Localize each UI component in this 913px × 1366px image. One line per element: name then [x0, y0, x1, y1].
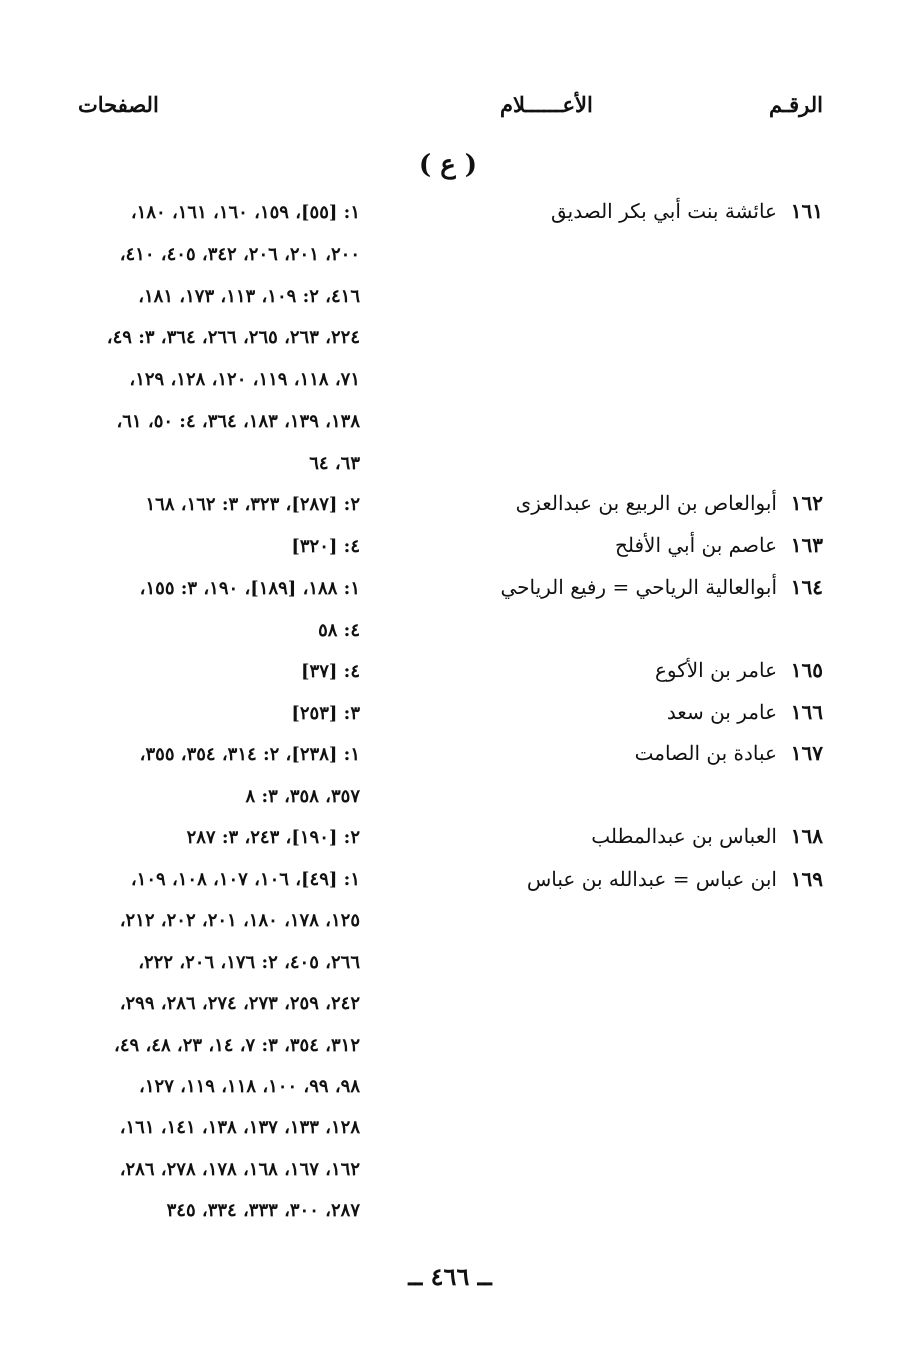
entry-number: ١٦٥ [790, 658, 823, 682]
page-refs-line: ٣: [٢٥٣] [291, 703, 360, 724]
index-entry [463, 530, 823, 560]
page-refs-line: ٦٣، ٦٤ [309, 453, 360, 474]
section-letter-heading: ( ع ) [418, 150, 478, 180]
index-entry [463, 572, 823, 602]
page-refs-line: ١: [٤٩]، ١٠٦، ١٠٧، ١٠٨، ١٠٩، [130, 869, 360, 890]
index-entry [463, 697, 823, 727]
page-refs-line: ١٣٨، ١٣٩، ١٨٣، ٣٦٤، ٤: ٥٠، ٦١، [116, 411, 360, 432]
page-refs-line: ٤: ٥٨ [318, 620, 360, 641]
page-refs-line: ٢٠٠، ٢٠١، ٢٠٦، ٣٤٢، ٤٠٥، ٤١٠، [119, 244, 360, 265]
entry-number: ١٦٤ [790, 575, 823, 599]
entry-name: أبوالعالية الرياحي = رفيع الرياحي [500, 575, 777, 599]
page-number: ــ ٤٦٦ ــ [408, 1262, 492, 1291]
entry-name: العباس بن عبدالمطلب [591, 824, 777, 848]
page-refs-line: ١٦٢، ١٦٧، ١٦٨، ١٧٨، ٢٧٨، ٢٨٦، [119, 1159, 360, 1180]
entry-name: عامر بن الأكوع [654, 658, 777, 682]
entry-name: ابن عباس = عبدالله بن عباس [526, 867, 777, 891]
page-refs-line: ١: [٥٥]، ١٥٩، ١٦٠، ١٦١، ١٨٠، [130, 202, 360, 223]
entry-name: عبادة بن الصامت [634, 741, 777, 765]
index-entry [463, 196, 823, 226]
page-refs-line: ٢٨٧، ٣٠٠، ٣٣٣، ٣٣٤، ٣٤٥ [166, 1200, 360, 1221]
entry-number: ١٦٧ [790, 741, 823, 765]
page-refs-line: ١: [٢٣٨]، ٢: ٣١٤، ٣٥٤، ٣٥٥، [139, 744, 360, 765]
page-refs-line: ٣٥٧، ٣٥٨، ٣: ٨ [245, 786, 360, 807]
entry-name: عائشة بنت أبي بكر الصديق [550, 199, 777, 223]
page-refs-line: ٢٤٢، ٢٥٩، ٢٧٣، ٢٧٤، ٢٨٦، ٢٩٩، [119, 993, 360, 1014]
entry-name: عامر بن سعد [666, 700, 777, 724]
page-refs-line: ٢: [٢٨٧]، ٣٢٣، ٣: ١٦٢، ١٦٨ [145, 494, 360, 515]
column-header-names: الأعــــــلام [500, 92, 593, 117]
page-refs-line: ٣١٢، ٣٥٤، ٣: ٧، ١٤، ٢٣، ٤٨، ٤٩، [114, 1035, 360, 1056]
page-refs-line: ١: ١٨٨، [١٨٩]، ١٩٠، ٣: ١٥٥، [139, 578, 360, 599]
entry-number: ١٦٦ [790, 700, 823, 724]
page-refs-line: ١٢٨، ١٣٣، ١٣٧، ١٣٨، ١٤١، ١٦١، [119, 1117, 360, 1138]
entry-number: ١٦١ [790, 199, 823, 223]
index-entry [463, 488, 823, 518]
entry-number: ١٦٨ [790, 824, 823, 848]
entry-name: عاصم بن أبي الأفلح [614, 533, 777, 557]
page-refs-line: ٢٦٦، ٤٠٥، ٢: ١٧٦، ٢٠٦، ٢٢٢، [138, 952, 360, 973]
page-refs-line: ٢٢٤، ٢٦٣، ٢٦٥، ٢٦٦، ٣٦٤، ٣: ٤٩، [106, 327, 360, 348]
page-refs-line: ٤: [٣٧] [301, 661, 360, 682]
entry-number: ١٦٩ [790, 867, 823, 891]
page-refs-line: ٤١٦، ٢: ١٠٩، ١١٣، ١٧٣، ١٨١، [138, 286, 360, 307]
index-entry [463, 738, 823, 768]
entry-name: أبوالعاص بن الربيع بن عبدالعزى [515, 491, 777, 515]
page-refs-line: ٤: [٣٢٠] [291, 536, 360, 557]
page-refs-line: ٢: [١٩٠]، ٢٤٣، ٣: ٢٨٧ [186, 827, 360, 848]
column-header-pages: الصفحات [78, 92, 159, 117]
page-refs-line: ١٢٥، ١٧٨، ١٨٠، ٢٠١، ٢٠٢، ٢١٢، [119, 910, 360, 931]
page-refs-line: ٩٨، ٩٩، ١٠٠، ١١٨، ١١٩، ١٢٧، [139, 1076, 360, 1097]
entry-number: ١٦٣ [790, 533, 823, 557]
index-entry [463, 864, 823, 894]
entry-number: ١٦٢ [790, 491, 823, 515]
index-entry [463, 821, 823, 851]
column-header-number: الرقـم [769, 92, 823, 117]
page-refs-line: ٧١، ١١٨، ١١٩، ١٢٠، ١٢٨، ١٢٩، [129, 369, 360, 390]
index-entry [463, 655, 823, 685]
